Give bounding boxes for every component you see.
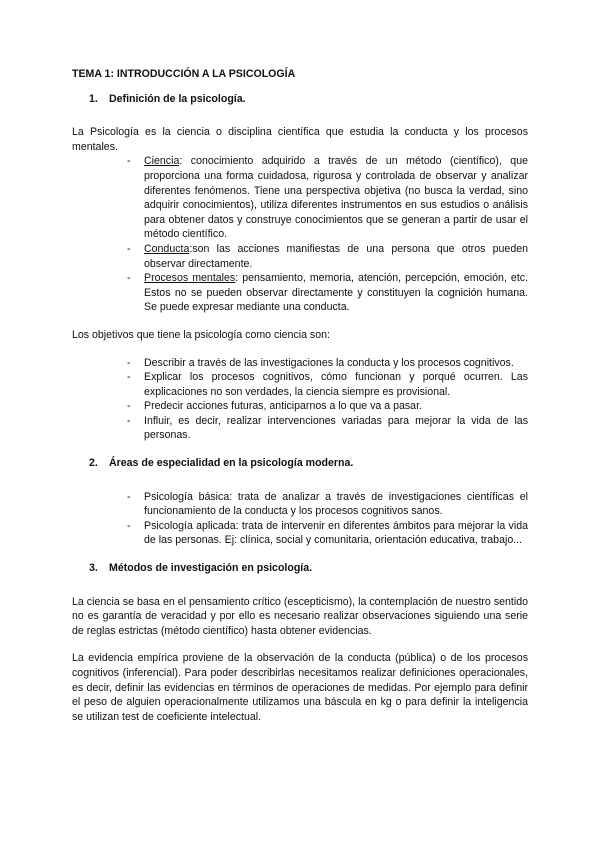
document-title: TEMA 1: INTRODUCCIÓN A LA PSICOLOGÍA bbox=[72, 68, 296, 80]
list-item: - Explicar los procesos cognitivos, cómo funcionan y porqué ocurren. Las explicaciones no son verdades, la ciencia siempre es provisional. bbox=[144, 370, 528, 399]
specialties-list bbox=[72, 490, 528, 548]
term-definition: pensamiento, memoria, atención, percepción, emoción, etc. Estos no se pueden observar directamente y constituyen la cognición humana. Se puede expresar mediante una conducta. bbox=[144, 272, 529, 314]
term: Conducta bbox=[144, 242, 190, 255]
section-heading-2 bbox=[72, 456, 528, 471]
section-title: Definición de la psicología. bbox=[109, 92, 246, 105]
section-title: Métodos de investigación en psicología. bbox=[109, 562, 313, 575]
paragraph: La evidencia empírica proviene de la observación de la conducta (pública) o de los procesos cognitivos (inferencial). Para poder describirlas necesitamos realizar definiciones operacionales, es decir, definir las evidencias en términos de operaciones de medidas. Por ejemplo para definir el peso de alguien operacionalmente utilizamos una báscula en kg o para definir la inteligencia se utilizan test de coeficiente intelectual. bbox=[72, 652, 528, 723]
section-heading-1 bbox=[72, 92, 528, 107]
term-definition: son las acciones manifiestas de una persona que otros pueden observar directamente. bbox=[144, 242, 528, 270]
list-item: - Influir, es decir, realizar intervenciones variadas para mejorar la vida de las personas. bbox=[144, 414, 528, 443]
section-title: Áreas de especialidad en la psicología moderna. bbox=[109, 457, 354, 470]
list-item: - Predecir acciones futuras, anticiparnos a lo que va a pasar. bbox=[144, 399, 528, 414]
definitions-list bbox=[72, 154, 528, 315]
objectives-intro: Los objetivos que tiene la psicología como ciencia son: bbox=[72, 328, 330, 341]
list-item: - Psicología básica: trata de analizar a través de investigaciones científicas el funcionamiento de la conducta y los procesos cognitivos sanos. bbox=[144, 490, 528, 519]
term: Procesos mentales bbox=[144, 272, 236, 285]
psychology-definition: La Psicología es la ciencia o disciplina científica que estudia la conducta y los procesos mentales. bbox=[72, 126, 528, 153]
section-number: 3. bbox=[89, 562, 98, 575]
term: Ciencia bbox=[144, 155, 180, 168]
list-item: - Ciencia: conocimiento adquirido a través de un método (científico), que proporciona una forma cuidadosa, rigurosa y controlada de observar y analizar diferentes fenómenos. Tiene una perspectiva objetiva (no busca la verdad, sino adquirir conocimientos), utiliza diferentes instrumentos en sus estudios o análisis para obtener datos y construye conocimientos que se generan a partir de usar el método científico. bbox=[144, 154, 528, 242]
paragraph: La ciencia se basa en el pensamiento crítico (escepticismo), la contemplación de nuestro sentido no es garantía de veracidad y por ello es necesario realizar observaciones siguiendo una serie de reglas estrictas (método científico) hasta obtener evidencias. bbox=[72, 595, 528, 637]
document-page bbox=[72, 67, 528, 724]
list-item: - Describir a través de las investigaciones la conducta y los procesos cognitivos. bbox=[144, 356, 528, 371]
objectives-list bbox=[72, 356, 528, 444]
list-item: - Procesos mentales: pensamiento, memoria, atención, percepción, emoción, etc. Estos no se pueden observar directamente y constituyen la cognición humana. Se puede expresar mediante una conducta. bbox=[144, 271, 528, 315]
term-definition: conocimiento adquirido a través de un método (científico), que proporciona una forma cuidadosa, rigurosa y controlada de observar y analizar diferentes fenómenos. Tiene una perspectiva objetiva (no busca la verdad, sino adquirir conocimientos), utiliza diferentes instrumentos en sus estudios o análisis para obtener datos y construye conocimientos que se generan a partir de usar el método científico. bbox=[144, 155, 528, 241]
list-item: - Psicología aplicada: trata de intervenir en diferentes ámbitos para mejorar la vida de las personas. Ej: clínica, social y comunitaria, orientación educativa, trabajo... bbox=[144, 519, 528, 548]
list-item: - Conducta:son las acciones manifiestas de una persona que otros pueden observar directamente. bbox=[144, 242, 528, 271]
section-number: 1. bbox=[89, 92, 98, 105]
section-heading-3 bbox=[72, 561, 528, 576]
section-number: 2. bbox=[89, 457, 98, 470]
